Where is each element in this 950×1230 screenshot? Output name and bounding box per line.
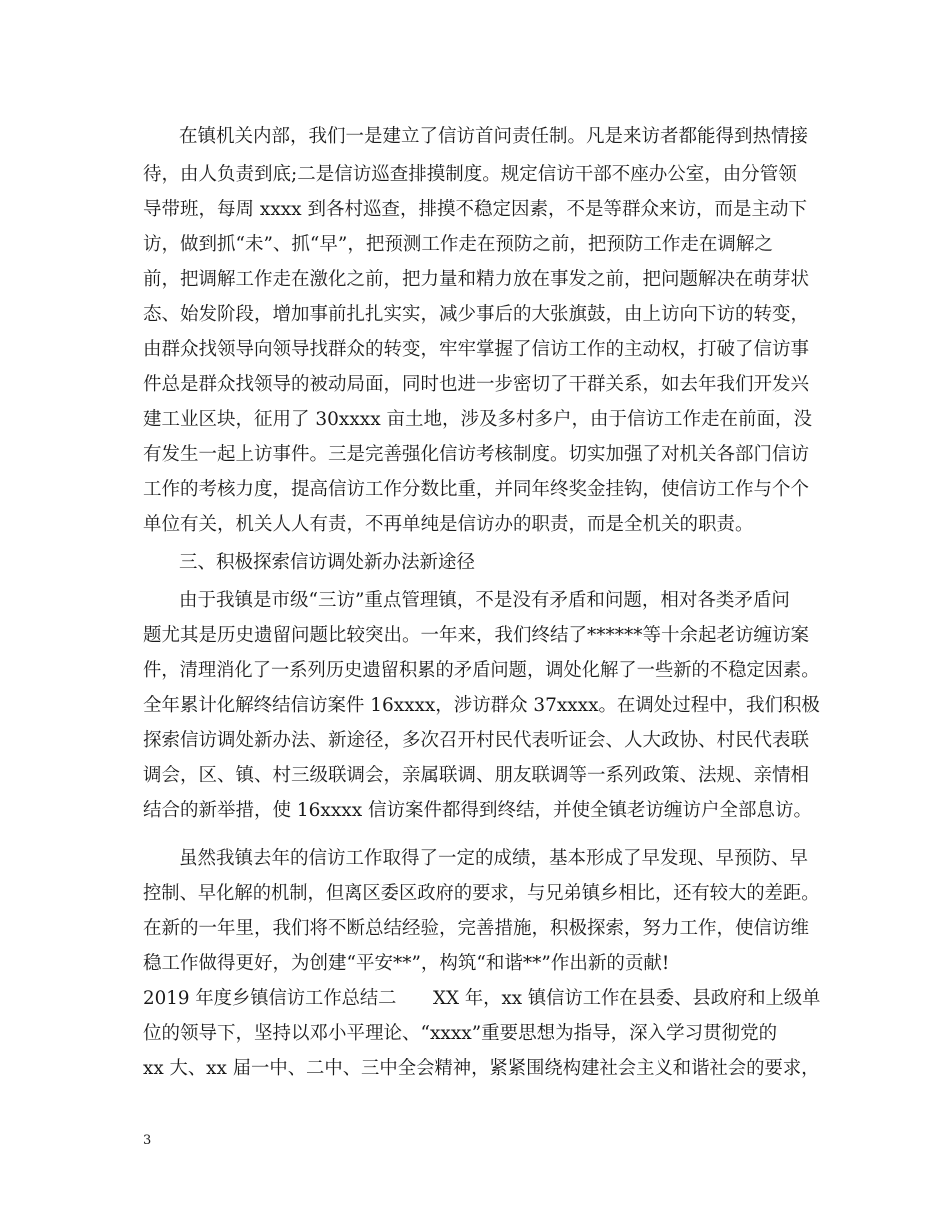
text-line: 虽然我镇去年的信访工作取得了一定的成绩，基本形成了早发现、早预防、早 xyxy=(179,848,809,869)
text-line: 稳工作做得更好，为创建“平安**”，构筑“和谐**”作出新的贡献! xyxy=(143,953,670,974)
text-line: 访，做到抓“未”、抓“早”，把预测工作走在预防之前，把预防工作走在调解之 xyxy=(143,234,773,255)
text-line: 件总是群众找领导的被动局面，同时也进一步密切了干群关系，如去年我们开发兴 xyxy=(143,374,810,395)
text-line: 在镇机关内部，我们一是建立了信访首问责任制。凡是来访者都能得到热情接 xyxy=(179,126,809,147)
text-line: 探索信访调处新办法、新途径，多次召开村民代表听证会、人大政协、村民代表联 xyxy=(143,730,810,751)
text-line: 由于我镇是市级“三访”重点管理镇，不是没有矛盾和问题，相对各类矛盾问 xyxy=(179,590,790,611)
text-line: 件，清理消化了一系列历史遗留积累的矛盾问题，调处化解了一些新的不稳定因素。 xyxy=(143,660,820,681)
text-line: 2019 年度乡镇信访工作总结二 XX 年，xx 镇信访工作在县委、县政府和上级单 xyxy=(143,988,821,1009)
text-line: 工作的考核力度，提高信访工作分数比重，并同年终奖金挂钩，使信访工作与个个 xyxy=(143,479,810,500)
text-line: 单位有关，机关人人有责，不再单纯是信访办的职责，而是全机关的职责。 xyxy=(143,514,754,535)
section-heading: 三、积极探索信访调处新办法新途径 xyxy=(179,552,476,573)
text-line: 前，把调解工作走在激化之前，把力量和精力放在事发之前，把问题解决在萌芽状 xyxy=(143,269,810,290)
page-number: 3 xyxy=(143,1133,152,1148)
text-line: 导带班，每周 xxxx 到各村巡查，排摸不稳定因素，不是等群众来访，而是主动下 xyxy=(143,199,807,220)
text-line: 有发生一起上访事件。三是完善强化信访考核制度。切实加强了对机关各部门信访 xyxy=(143,444,810,465)
text-line: 调会，区、镇、村三级联调会，亲属联调、朋友联调等一系列政策、法规、亲情相 xyxy=(143,765,810,786)
text-line: xx 大、xx 届一中、二中、三中全会精神，紧紧围绕构建社会主义和谐社会的要求， xyxy=(143,1058,820,1079)
text-line: 结合的新举措，使 16xxxx 信访案件都得到终结，并使全镇老访缠访户全部息访。 xyxy=(143,800,813,821)
text-line: 待，由人负责到底;二是信访巡查排摸制度。规定信访干部不座办公室，由分管领 xyxy=(143,164,797,185)
text-line: 题尤其是历史遗留问题比较突出。一年来，我们终结了******等十余起老访缠访案 xyxy=(143,625,810,646)
text-line: 态、始发阶段，增加事前扎扎实实，减少事后的大张旗鼓，由上访向下访的转变， xyxy=(143,304,810,325)
text-line: 位的领导下，坚持以邓小平理论、“xxxx”重要思想为指导，深入学习贯彻党的 xyxy=(143,1023,778,1044)
text-line: 建工业区块，征用了 30xxxx 亩土地，涉及多村多户，由于信访工作走在前面，没 xyxy=(143,409,813,430)
text-line: 由群众找领导向领导找群众的转变，牢牢掌握了信访工作的主动权，打破了信访事 xyxy=(143,339,810,360)
text-line: 在新的一年里，我们将不断总结经验，完善措施，积极探索，努力工作，使信访维 xyxy=(143,918,810,939)
text-line: 控制、早化解的机制，但离区委区政府的要求，与兄弟镇乡相比，还有较大的差距。 xyxy=(143,883,820,904)
text-line: 全年累计化解终结信访案件 16xxxx，涉访群众 37xxxx。在调处过程中，我们积极 xyxy=(143,695,820,716)
